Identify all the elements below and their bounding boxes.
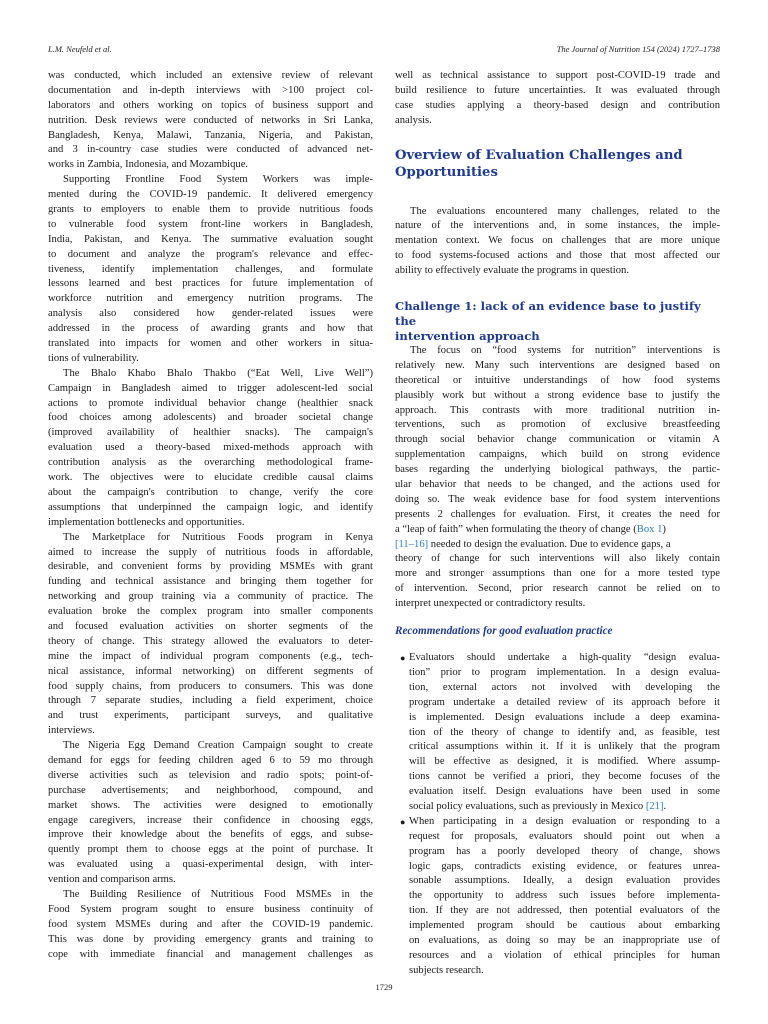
- right-intro-paragraph: [395, 69, 720, 129]
- text-line: The Nigeria Egg Demand Creation Campaign sought to create: [63, 740, 373, 752]
- text-line: evaluation broke the complex program into smaller components: [48, 606, 373, 618]
- running-header: [48, 44, 720, 58]
- text-line: on evaluations, as doing so may be an inappropriate use of: [409, 934, 720, 946]
- challenge-1-heading: Challenge 1: lack of an evidence base to justify the intervention approach: [395, 299, 701, 344]
- left-column: [48, 69, 373, 962]
- text-line: funding and technical assistance and bringing them together for: [48, 576, 373, 588]
- text-line: work. The objectives were to elucidate credible causal claims: [48, 472, 373, 484]
- text-line: interpret unexpected or contradictory results.: [395, 598, 586, 610]
- text-line: engage caregivers, increase their confidence in choosing eggs,: [48, 814, 373, 826]
- text-line: nical assistance, informal networking) on different segments of: [48, 665, 373, 677]
- text-line: networking and group training via a community of practice. The: [48, 591, 373, 603]
- text-line: ● Evaluators should undertake a high-quality “design evalua-: [395, 651, 720, 666]
- text-line: more and stronger assumptions than one for a more tested type: [395, 568, 720, 580]
- text-line: The Building Resilience of Nutritious Food MSMEs in the: [63, 888, 373, 900]
- text-line: is implemented. Design evaluations include a deep examina-: [409, 711, 720, 723]
- text-line: actions to promote individual behavior change (healthier snack: [48, 397, 373, 409]
- text-line: theory of change for such interventions will also likely contain: [395, 553, 720, 565]
- text-line: and 3 in-country case studies were conducted of advanced net-: [48, 144, 373, 156]
- text-line: ● When participating in a design evaluation or responding to a: [395, 815, 720, 830]
- text-line: relatively new. Many such interventions are designed based on: [395, 359, 720, 371]
- text-line: grants to employers to enable them to provide nutritious foods: [48, 204, 373, 216]
- overview-paragraph: [395, 205, 720, 279]
- text-line: Food System program sought to ensure business continuity of: [48, 903, 373, 915]
- text-line: and focused evaluation activities on shorter segments of the: [48, 620, 373, 632]
- text-line: analysis.: [395, 114, 432, 126]
- text-line: terventions, such as promotion of exclusive breastfeeding: [395, 419, 720, 431]
- text-line: tions of vulnerability.: [48, 352, 139, 364]
- text-line: tion. If they are not addressed, then potential evaluators of the: [409, 905, 720, 917]
- text-line: build resilience to future uncertainties. It was evaluated through: [395, 84, 720, 96]
- text-line: Supporting Frontline Food System Workers was imple-: [63, 174, 373, 186]
- text-line: was evaluated using a quasi-experimental design, with inter-: [48, 859, 373, 871]
- text-line: tions cannot be verified a priori, they become focuses of the: [409, 771, 720, 783]
- text-line: tion” prior to program implementation. In a design evalua-: [409, 666, 720, 678]
- text-line: [11–16] needed to design the evaluation. Due to evidence gaps, a: [395, 538, 671, 550]
- text-line: through social behavior change communication or vitamin A: [395, 434, 720, 446]
- overview-heading: Overview of Evaluation Challenges and Opportunities: [395, 147, 683, 180]
- text-line: was conducted, which included an extensive review of relevant: [48, 70, 373, 81]
- text-line: program undertake a detailed review of its approach before it: [409, 696, 720, 708]
- text-line: The Marketplace for Nutritious Foods program in Kenya: [63, 531, 373, 543]
- text-line: documentation and in-depth interviews with >100 project col-: [48, 84, 373, 96]
- text-line: tion of the theory of change to identify and, as feasible, test: [409, 726, 720, 738]
- text-line: The Bhalo Khabo Bhalo Thakbo (“Eat Well, Live Well”): [63, 367, 373, 379]
- recommendation-bullet-1: [395, 651, 720, 815]
- text-line: through 7 separate studies, including a field experiment, choice: [48, 695, 373, 707]
- text-line: implementation bottlenecks and opportunities.: [48, 516, 245, 528]
- text-line: lessons learned and best practices for future implementation of: [48, 278, 373, 290]
- text-line: to food systems-focused actions and those that most affected our: [395, 250, 720, 262]
- text-line: aimed to increase the supply of nutritious foods in affordable,: [48, 546, 373, 558]
- text-line: to vulnerable food system front-line workers in Bangladesh,: [48, 218, 373, 230]
- text-line: social policy evaluations, such as previously in Mexico [21].: [409, 800, 667, 812]
- recommendations-heading: Recommendations for good evaluation practice: [395, 625, 613, 638]
- text-line: food system MSMEs during and after the COVID-19 pandemic.: [48, 918, 373, 930]
- text-line: addressed in the process of awarding grants and how that: [48, 323, 373, 335]
- text-line: demand for eggs for feeding children aged 6 to 59 mo through: [48, 754, 373, 766]
- text-line: implemented program should be cautious about embarking: [409, 920, 720, 932]
- text-line: critical assumptions within it. If it is unlikely that the program: [409, 741, 720, 753]
- text-line: India, Pakistan, and Kenya. The summative evaluation sought: [48, 233, 373, 245]
- text-line: presents 2 challenges for evaluation. First, it creates the need for: [395, 508, 720, 520]
- text-line: market shows. The activities were designed to emotionally: [48, 799, 373, 811]
- text-line: the opportunity to address such issues before implementa-: [409, 890, 720, 902]
- bullet-icon: ●: [400, 653, 406, 664]
- text-line: logic gaps, contradicts existing evidence, or features unrea-: [409, 860, 720, 872]
- text-line: nature of the interventions and, in some instances, the imple-: [395, 220, 720, 232]
- text-line: case studies applying a theory-based design and contribution: [395, 99, 720, 111]
- text-line: works in Zambia, Indonesia, and Mozambique.: [48, 159, 249, 171]
- text-line: contribution analysis as the overarching methodological frame-: [48, 457, 373, 469]
- reference-21-link[interactable]: [21]: [645, 800, 664, 812]
- text-line: program has a poorly developed theory of change, shows: [409, 845, 720, 857]
- text-line: supplementation campaigns, which build on strong evidence: [395, 449, 720, 461]
- text-line: food supply chains, from producers to consumers. This was done: [48, 680, 373, 692]
- text-line: The evaluations encountered many challenges, related to the: [410, 205, 720, 217]
- box-1-link[interactable]: Box 1: [636, 523, 663, 535]
- reference-11-16-link[interactable]: [11–16]: [395, 538, 429, 550]
- text-line: ular behavior that needs to be changed, and the actions used for: [395, 479, 720, 491]
- text-line: desirable, and convenient forms by providing MSMEs with grant: [48, 561, 373, 573]
- text-line: and trust experiments, participant surveys, and qualitative: [48, 710, 373, 722]
- text-line: laborators and others working on topics of business support and: [48, 99, 373, 111]
- text-line: purchase advertisements; and neighborhood, compound, and: [48, 784, 373, 796]
- text-line: workforce nutrition and emergency nutrition programs. The: [48, 293, 373, 305]
- header-author: L.M. Neufeld et al.: [48, 44, 112, 54]
- text-line: bases regarding the underlying biological pathways, the partic-: [395, 464, 720, 476]
- text-line: (improved availability of healthier snacks). The campaign's: [48, 427, 373, 439]
- text-line: doing so. The weak evidence base for food system interventions: [395, 493, 720, 505]
- text-line: mented during the COVID-19 pandemic. It delivered emergency: [48, 189, 373, 201]
- text-line: will be effective as designed, it is modified. Where assump-: [409, 756, 720, 768]
- right-column: [395, 69, 720, 979]
- text-line: vention and comparison arms.: [48, 874, 176, 886]
- text-line: subjects research.: [409, 964, 484, 976]
- text-line: to document and analyze the program's relevance and effec-: [48, 248, 373, 260]
- text-line: resources and a violation of ethical principles for human: [409, 949, 720, 961]
- text-line: cope with immediate financial and management challenges as: [48, 948, 373, 960]
- text-line: theoretical or intuitive understandings of how food systems: [395, 374, 720, 386]
- text-line: This was done by providing emergency grants and training to: [48, 933, 373, 945]
- text-line: Bangladesh, Kenya, Malawi, Tanzania, Nigeria, and Pakistan,: [48, 129, 373, 141]
- page-number: 1729: [375, 982, 393, 992]
- text-line: well as technical assistance to support post-COVID-19 trade and: [395, 70, 720, 81]
- text-line: quently prompt them to choose eggs at the point of purchase. It: [48, 844, 373, 856]
- text-line: mine the impact of individual program components (e.g., tech-: [48, 650, 373, 662]
- text-line: Campaign in Bangladesh aimed to trigger adolescent-led social: [48, 382, 373, 394]
- text-line: interviews.: [48, 725, 95, 737]
- text-line: sonable assumptions. Ideally, a design evaluation provides: [409, 875, 720, 887]
- text-line: assumptions that underpinned the campaign logic, and identify: [48, 501, 373, 513]
- text-line: approach. This contrasts with more traditional nutrition in-: [395, 404, 720, 416]
- text-line: mentation context. We focus on challenges that are more unique: [395, 235, 720, 247]
- text-line: diverse activities such as television and radio spots; point-of-: [48, 769, 373, 781]
- challenge-1-paragraph: [395, 344, 720, 612]
- text-line: tiveness, identify implementation challenges, and formulate: [48, 263, 373, 275]
- header-journal-citation: The Journal of Nutrition 154 (2024) 1727–1738: [556, 44, 720, 54]
- text-line: translated into impacts for women and other workers in situa-: [48, 338, 373, 350]
- text-line: plausibly work but without a strong evidence base to justify the: [395, 389, 720, 401]
- text-line: a “leap of faith” when formulating the theory of change (Box 1): [395, 523, 666, 535]
- text-line: analysis also considered how gender-related issues were: [48, 308, 373, 320]
- text-line: improve their knowledge about the benefits of eggs, and subse-: [48, 829, 373, 841]
- text-line: The focus on “food systems for nutrition” interventions is: [410, 345, 720, 357]
- text-line: theory of change. This strategy allowed the evaluators to deter-: [48, 635, 373, 647]
- text-line: tion, external actors not involved with developing the: [409, 681, 720, 693]
- text-line: request for proposals, evaluators should point out when a: [409, 830, 720, 842]
- text-line: evaluation itself. Design evaluations have been used in some: [409, 786, 720, 798]
- text-line: nutrition. Desk reviews were conducted of networks in Sri Lanka,: [48, 114, 373, 126]
- text-line: of intervention. Second, prior research cannot be relied on to: [395, 583, 720, 595]
- text-line: evaluation used a theory-based mixed-methods approach with: [48, 442, 373, 454]
- text-line: ability to effectively evaluate the programs in question.: [395, 265, 629, 277]
- bullet-icon: ●: [400, 816, 406, 827]
- recommendation-bullet-2: [395, 815, 720, 979]
- text-line: about the campaign's contribution to change, verify the core: [48, 486, 373, 498]
- text-line: food choices among adolescents) and broader societal change: [48, 412, 373, 424]
